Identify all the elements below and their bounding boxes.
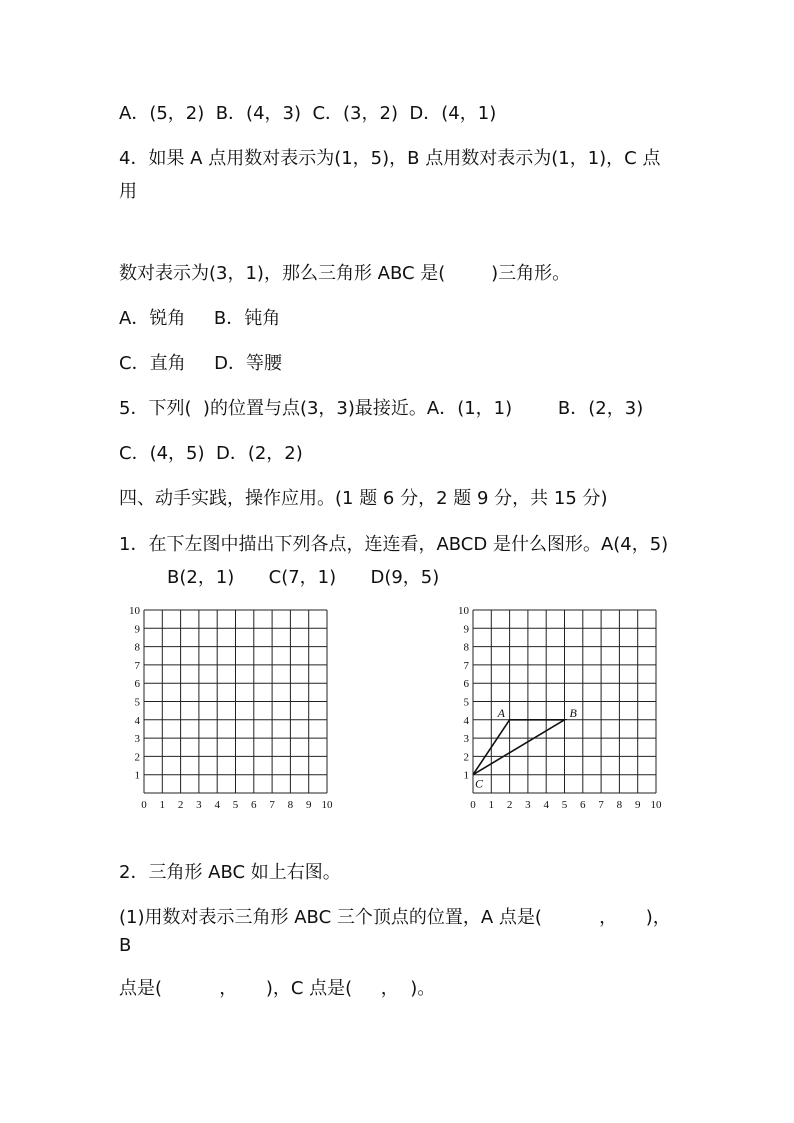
right-grid-point-label-b: B — [569, 705, 577, 720]
practice-2-q1-line3: 点是( ， )，C 点是( ， )。 — [119, 978, 436, 999]
right-grid-x-tick-label: 6 — [580, 799, 586, 811]
right-grid-point-label-c: C — [475, 776, 484, 791]
right-grid-y-tick-label: 9 — [463, 623, 469, 636]
q4-options-cd: C．直角 D．等腰 — [119, 353, 283, 374]
right-grid-triangle-abc — [473, 720, 565, 775]
left-grid-x-tick-label: 4 — [214, 799, 220, 811]
left-grid-y-tick-label: 9 — [134, 623, 140, 636]
left-grid-x-tick-label: 1 — [159, 799, 166, 811]
left-grid-x-tick-label: 2 — [177, 799, 184, 811]
right-grid-x-tick-label: 0 — [470, 799, 476, 811]
left-grid-y-tick-label: 3 — [134, 733, 140, 746]
q3-options: A．(5，2) B．(4，3) C．(3，2) D．(4，1) — [119, 103, 497, 124]
right-grid-x-tick-label: 5 — [561, 799, 568, 811]
right-grid-y-tick-label: 8 — [463, 641, 469, 654]
right-grid-y-tick-label: 4 — [463, 714, 469, 727]
right-grid-x-tick-label: 7 — [598, 799, 604, 811]
left-grid-y-tick-label: 4 — [134, 714, 140, 727]
left-grid-x-tick-label: 10 — [321, 799, 333, 811]
right-grid-y-tick-label: 10 — [458, 605, 469, 617]
practice-1-points: B(2，1) C(7，1) D(9，5) — [167, 567, 440, 588]
q4-stem-line1: 4．如果 A 点用数对表示为(1，5)，B 点用数对表示为(1，1)，C 点 — [119, 148, 661, 169]
right-grid-y-tick-label: 2 — [463, 751, 469, 764]
left-grid-x-tick-label: 8 — [287, 799, 294, 811]
right-grid-y-tick-label: 6 — [463, 678, 469, 691]
left-grid-x-tick-label: 9 — [305, 799, 312, 811]
right-grid-x-tick-label: 3 — [525, 799, 531, 811]
practice-2-q1-line2: B — [119, 935, 132, 956]
practice-2-q1-line1: (1)用数对表示三角形 ABC 三个顶点的位置，A 点是( ， )， — [119, 907, 671, 928]
right-grid-x-tick-label: 8 — [616, 799, 623, 811]
right-grid-y-tick-label: 7 — [463, 659, 469, 672]
right-grid-x-tick-label: 2 — [506, 799, 513, 811]
left-grid-x-tick-label: 6 — [251, 799, 257, 811]
left-grid-x-tick-label: 3 — [196, 799, 202, 811]
q5-stem: 5．下列( )的位置与点(3，3)最接近。A．(1，1) B．(2，3) — [119, 398, 644, 419]
q4-stem-line3: 数对表示为(3，1)，那么三角形 ABC 是( )三角形。 — [119, 263, 571, 284]
left-grid-y-tick-label: 10 — [129, 605, 140, 617]
right-grid-y-tick-label: 1 — [463, 769, 469, 782]
left-grid-y-tick-label: 1 — [134, 769, 140, 782]
left-grid-y-tick-label: 5 — [134, 696, 140, 709]
left-grid-y-tick-label: 6 — [134, 678, 140, 691]
left-grid-x-tick-label: 5 — [232, 799, 239, 811]
left-grid-y-tick-label: 7 — [134, 659, 140, 672]
right-grid-point-label-a: A — [497, 705, 505, 720]
q4-stem-line2: 用 — [119, 181, 137, 202]
right-grid-x-tick-label: 10 — [650, 799, 662, 811]
section-4-title: 四、动手实践，操作应用。(1 题 6 分，2 题 9 分，共 15 分) — [119, 488, 608, 509]
left-grid-x-tick-label: 0 — [141, 799, 147, 811]
right-grid-y-tick-label: 5 — [463, 696, 469, 709]
left-grid-y-tick-label: 8 — [134, 641, 140, 654]
right-grid-x-tick-label: 4 — [543, 799, 549, 811]
right-grid-x-tick-label: 1 — [488, 799, 495, 811]
practice-2-stem: 2．三角形 ABC 如上右图。 — [119, 862, 341, 883]
left-grid-y-tick-label: 2 — [134, 751, 140, 764]
left-grid-x-tick-label: 7 — [269, 799, 275, 811]
q4-options-ab: A．锐角 B．钝角 — [119, 308, 281, 329]
practice-1-stem: 1．在下左图中描出下列各点，连连看，ABCD 是什么图形。A(4，5) — [119, 534, 669, 555]
q5-options-cd: C．(4，5) D．(2，2) — [119, 443, 303, 464]
right-grid-y-tick-label: 3 — [463, 733, 469, 746]
right-grid-x-tick-label: 9 — [634, 799, 641, 811]
